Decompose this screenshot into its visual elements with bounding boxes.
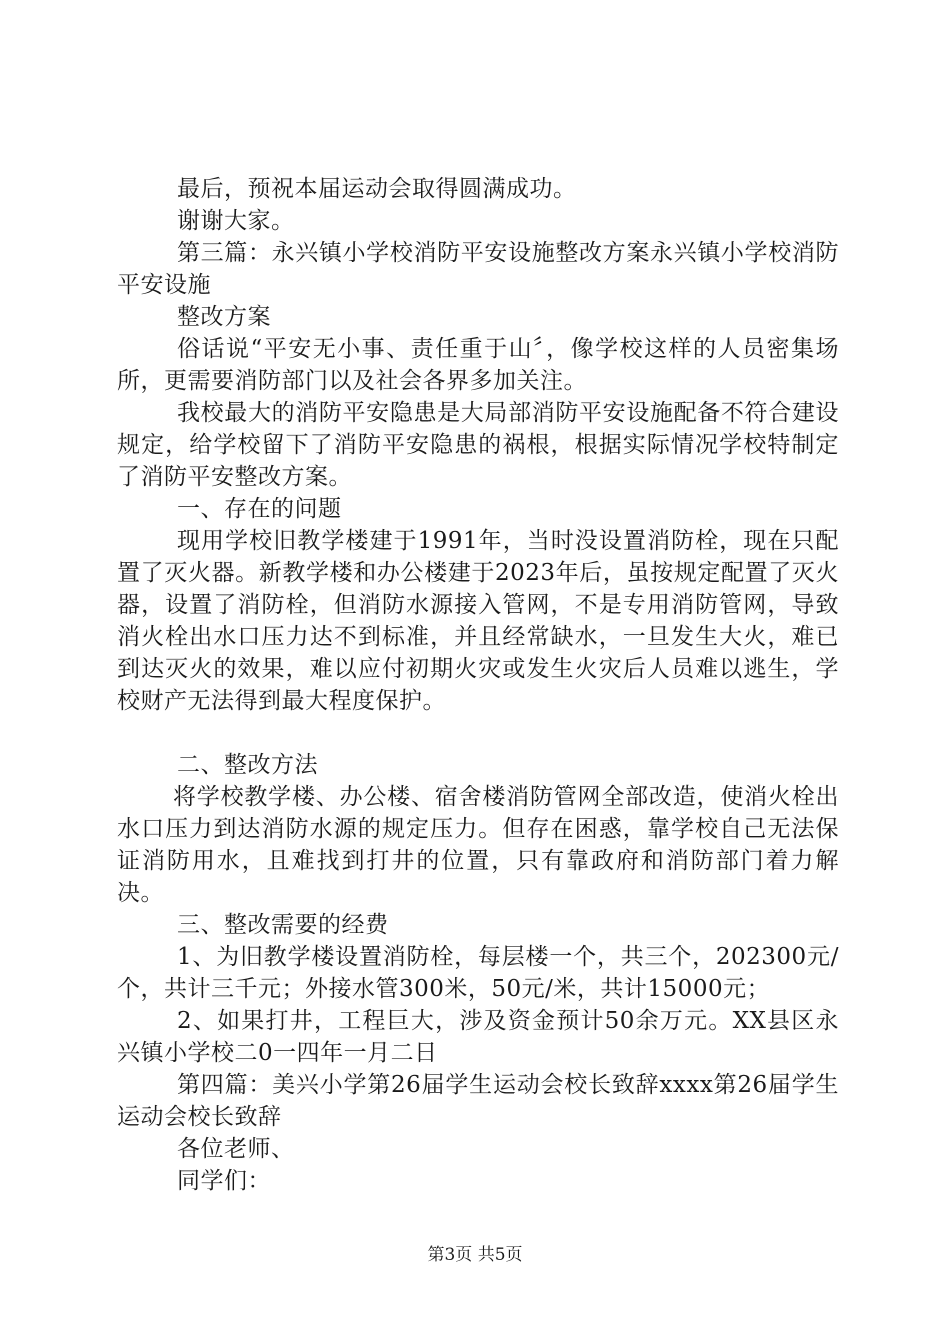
paragraph-funding-item-2: 2、如果打井，工程巨大，涉及资金预计50余万元。XX县区永兴镇小学校二0一四年一月二日 — [117, 1008, 839, 1066]
greeting-students: 同学们： — [177, 1168, 271, 1194]
subtitle-rectification-plan: 整改方案 — [177, 304, 271, 330]
section-title-part-three: 第三篇：永兴镇小学校消防平安设施整改方案永兴镇小学校消防平安设施 — [117, 240, 839, 298]
page-number-footer: 第3页 共5页 — [427, 1245, 523, 1265]
paragraph-closing-wish: 最后，预祝本届运动会取得圆满成功。 — [177, 176, 577, 202]
blank-line — [117, 717, 839, 749]
paragraph-hazard: 我校最大的消防平安隐患是大局部消防平安设施配备不符合建设规定，给学校留下了消防平安隐患的祸根，根据实际情况学校特制定了消防平安整改方案。 — [117, 400, 839, 490]
heading-rectification-method: 二、整改方法 — [177, 752, 318, 778]
paragraph-saying: 俗话说“平安无小事、责任重于山〞，像学校这样的人员密集场所，更需要消防部门以及社会各界多加关注。 — [117, 336, 839, 394]
paragraph-method-detail: 将学校教学楼、办公楼、宿舍楼消防管网全部改造，使消火栓出水口压力到达消防水源的规定压力。但存在困惑，靠学校自己无法保证消防用水，且难找到打井的位置，只有靠政府和消防部门着力解决。 — [117, 784, 839, 906]
section-title-part-four: 第四篇：美兴小学第26届学生运动会校长致辞xxxx第26届学生运动会校长致辞 — [117, 1072, 839, 1130]
greeting-teachers: 各位老师、 — [177, 1136, 295, 1162]
paragraph-problems-detail: 现用学校旧教学楼建于1991年，当时没设置消防栓，现在只配置了灭火器。新教学楼和办公楼建于2023年后，虽按规定配置了灭火器，设置了消防栓，但消防水源接入管网，不是专用消防管网，导致消火栓出水口压力达不到标准，并且经常缺水，一旦发生大火，难已到达灭火的效果，难以应付初期火灾或发生火灾后人员难以逃生，学校财产无法得到最大程度保护。 — [117, 528, 839, 714]
heading-existing-problems: 一、存在的问题 — [177, 496, 342, 522]
heading-funding: 三、整改需要的经费 — [177, 912, 389, 938]
paragraph-thanks: 谢谢大家。 — [177, 208, 295, 234]
document-body — [117, 173, 839, 1197]
paragraph-funding-item-1: 1、为旧教学楼设置消防栓，每层楼一个，共三个，202300元/个，共计三千元；外接水管300米，50元/米，共计15000元； — [117, 944, 839, 1002]
